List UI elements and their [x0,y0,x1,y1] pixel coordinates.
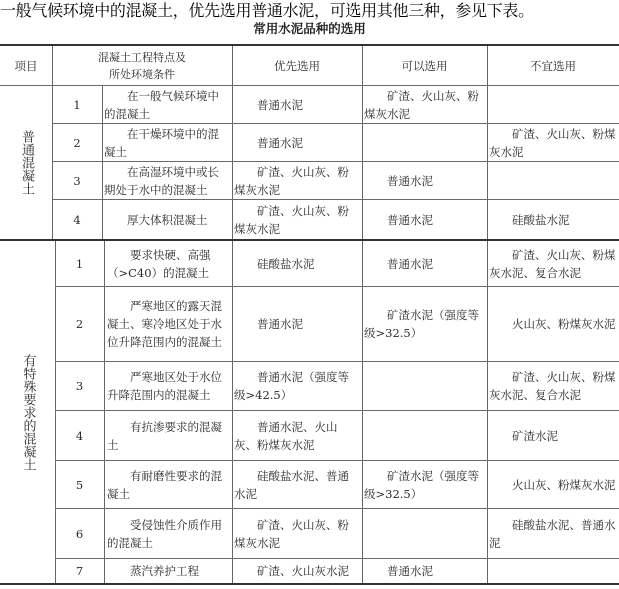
row-number: 2 [75,317,84,331]
row-optional: 矿渣水泥（强度等级>32.5） [364,468,479,501]
row-optional [364,411,485,460]
row-condition: 在一般气候环境中的混凝土 [104,88,219,121]
col-divider [487,86,488,239]
header-condition-line1: 混凝土工程特点及 [98,50,186,64]
header-optional: 可以选用 [401,58,448,73]
row-preferred: 矿渣、火山灰、粉煤灰水泥 [234,517,349,550]
table-bottom-rule [0,583,619,585]
header-divider [362,46,363,85]
row-unsuitable [489,162,617,199]
row-unsuitable [489,86,617,123]
col-divider [104,241,105,583]
group-label-text: 普通混凝土 [19,130,34,195]
row-preferred: 普通水泥 [257,135,303,150]
row-number: 4 [73,212,81,227]
row-preferred: 普通水泥 [257,97,303,112]
header-condition-line2: 所处环境条件 [109,67,175,81]
row-condition: 在高湿环境中或长期处于水中的混凝土 [104,164,219,197]
group-label-text: 有特殊要求的混凝土 [20,353,36,471]
row-optional: 普通水泥 [387,212,433,227]
group-label-ordinary [0,86,52,239]
row-unsuitable: 火山灰、粉煤灰水泥 [512,477,616,492]
header-divider [487,46,488,85]
header-divider [232,46,233,85]
row-preferred: 普通水泥 [257,317,303,331]
row-condition: 受侵蚀性介质作用的混凝土 [107,517,222,550]
header-unsuitable: 不宜选用 [530,58,576,73]
row-condition: 严寒地区的露天混凝土、寒冷地区处于水位升降范围内的混凝土 [107,299,222,349]
row-number: 1 [73,97,81,112]
row-number: 4 [75,428,84,443]
col-divider [362,241,363,583]
row-unsuitable: 矿渣、火山灰、粉煤灰水泥 [489,126,616,159]
col-divider [362,86,363,239]
row-condition: 要求快硬、高强（>C40）的混凝土 [107,247,211,280]
row-number: 3 [73,173,81,188]
row-unsuitable: 硅酸盐水泥、普通水泥 [489,517,616,550]
row-condition: 严寒地区处于水位升降范围内的混凝土 [107,370,222,402]
row-optional: 普通水泥 [387,256,433,271]
row-unsuitable: 矿渣、火山灰、粉煤灰水泥、复合水泥 [489,370,616,402]
row-preferred: 矿渣、火山灰、粉煤灰水泥 [234,203,349,236]
col-divider [102,86,103,239]
row-preferred: 矿渣、火山灰水泥 [257,564,349,578]
row-condition: 在干燥环境中的混凝土 [104,126,219,159]
row-unsuitable: 硅酸盐水泥 [512,212,570,227]
col-divider [487,241,488,583]
row-optional: 普通水泥 [387,173,433,188]
cement-selection-table [0,44,619,584]
row-preferred: 硅酸盐水泥、普通水泥 [234,468,349,501]
row-optional: 矿渣水泥（强度等级>32.5） [364,308,479,340]
row-number: 6 [75,526,84,541]
row-preferred: 普通水泥（强度等级>42.5） [234,370,349,402]
row-optional [364,124,485,161]
header-divider [52,46,53,85]
intro-text: 一般气候环境中的混凝土，优先选用普通水泥，可选用其他三种，参见下表。 [0,1,534,20]
group-label-special [0,241,55,583]
row-preferred: 硅酸盐水泥 [257,256,315,271]
row-condition: 厚大体积混凝土 [127,212,208,227]
row-optional [364,509,485,558]
row-optional [364,362,485,410]
table-title: 常用水泥品种的选用 [253,21,366,36]
row-optional: 矿渣、火山灰、粉煤灰水泥 [364,88,479,121]
row-unsuitable [489,559,617,583]
col-divider [232,86,233,239]
header-preferred: 优先选用 [274,58,320,73]
row-unsuitable: 矿渣、火山灰、粉煤灰水泥、复合水泥 [489,247,616,280]
row-number: 3 [75,379,84,393]
row-number: 7 [75,564,84,578]
row-condition: 有耐磨性要求的混凝土 [107,468,222,501]
row-number: 2 [73,135,81,150]
row-condition: 蒸汽养护工程 [130,564,199,578]
header-item: 项目 [14,58,38,73]
col-divider [232,241,233,583]
row-number: 1 [75,256,84,271]
row-number: 5 [75,477,84,492]
header-condition [52,46,232,85]
row-unsuitable: 火山灰、粉煤灰水泥 [512,317,616,331]
row-preferred: 矿渣、火山灰、粉煤灰水泥 [234,164,349,197]
row-condition: 有抗渗要求的混凝土 [107,419,222,452]
row-preferred: 普通水泥、火山灰、粉煤灰水泥 [234,419,338,452]
row-optional: 普通水泥 [387,564,433,578]
row-unsuitable: 矿渣水泥 [512,428,558,443]
